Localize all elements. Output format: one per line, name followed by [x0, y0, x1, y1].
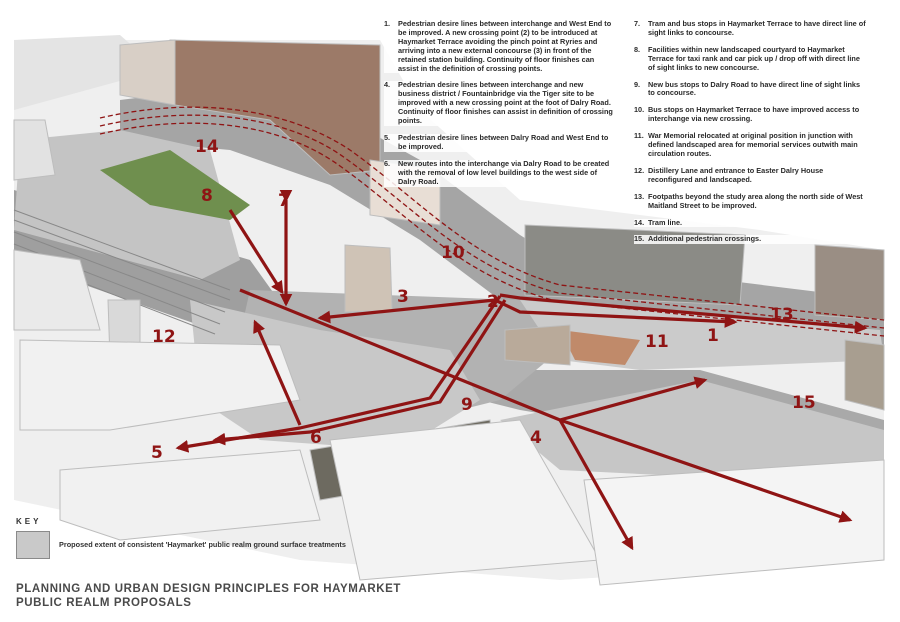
label-12: 12 [152, 327, 176, 347]
label-3: 3 [397, 287, 409, 307]
label-1: 1 [707, 326, 719, 346]
note-item: 7. Tram and bus stops in Haymarket Terrace to have direct line of sight links to concourse. [634, 19, 866, 37]
note-item: 14. Tram line. [634, 219, 866, 228]
note-item: 1. Pedestrian desire lines between interchange and West End to be improved. A new crossing point (2) to be introduced at Haymarket Terrace avoiding the pinch point at Ryries and arriving into a new external concourse (3) in front of the retained station building. Continuity of floor finishes can assist in the definition of crossing points. [384, 20, 616, 73]
label-14: 14 [195, 137, 219, 157]
note-item: 5. Pedestrian desire lines between Dalry Road and West End to be improved. [384, 134, 616, 152]
label-6: 6 [310, 428, 322, 448]
key-label: Proposed extent of consistent 'Haymarket' public realm ground surface treatments [59, 540, 346, 549]
note-item: 15. Additional pedestrian crossings. [634, 235, 866, 244]
notes-column-left [384, 20, 616, 195]
page-title-line-1: PLANNING AND URBAN DESIGN PRINCIPLES FOR HAYMARKET [16, 583, 402, 595]
note-item: 9. New bus stops to Dalry Road to have direct line of sight links to concourse. [634, 81, 866, 99]
notes-column-right [634, 20, 866, 252]
label-9: 9 [461, 395, 473, 415]
note-item: 12. Distillery Lane and entrance to Easter Dalry House reconfigured and landscaped. [634, 167, 866, 185]
label-15: 15 [792, 393, 816, 413]
page-title-line-2: PUBLIC REALM PROPOSALS [16, 597, 192, 609]
label-13: 13 [770, 305, 794, 325]
note-item: 10. Bus stops on Haymarket Terrace to have improved access to interchange via new crossing. [634, 106, 866, 124]
label-5: 5 [151, 443, 163, 463]
label-7: 7 [278, 191, 290, 211]
note-item: 11. War Memorial relocated at original position in junction with defined landscaped area for memorial services outwith main circulation routes. [634, 132, 866, 159]
key-swatch [16, 531, 50, 559]
label-10: 10 [441, 243, 465, 263]
label-8: 8 [201, 186, 213, 206]
label-11: 11 [645, 332, 669, 352]
label-2: 2 [487, 292, 499, 312]
label-4: 4 [530, 428, 542, 448]
note-item: 13. Footpaths beyond the study area along the north side of West Maitland Street to be improved. [634, 193, 866, 211]
note-item: 4. Pedestrian desire lines between interchange and new business district / Fountainbridge via the Tiger site to be improved with a new crossing point at the foot of Dalry Road. Continuity of floor finishes can assist in definition of crossing points. [384, 81, 616, 126]
page-title [16, 582, 401, 610]
key-title: KEY [16, 517, 42, 526]
note-item: 6. New routes into the interchange via Dalry Road to be created with the removal of low level buildings to the west side of Dalry Road. [384, 160, 616, 187]
note-item: 8. Facilities within new landscaped courtyard to Haymarket Terrace for taxi rank and car pick up / drop off with direct line of sight links to new concourse. [634, 46, 866, 73]
